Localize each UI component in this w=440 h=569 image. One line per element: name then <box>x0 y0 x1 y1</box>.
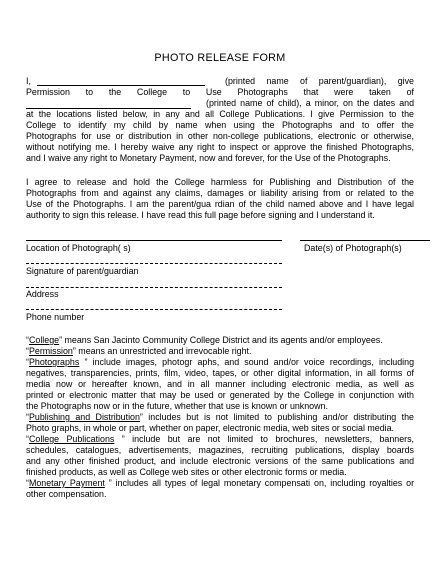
def-publishing: “Publishing and Distribution” includes but is not limited to publishing and/or distributing the <box>26 412 414 422</box>
agree-line-1: I agree to release and hold the College harmless for Publishing and Distribution of the <box>26 177 414 187</box>
def-photographs-cont-1: negatives, transparencies, prints, film, video, tapes, or other digital information, in all forms of <box>26 368 414 378</box>
dates-line[interactable] <box>300 240 430 241</box>
def-photographs-cont-2: media now or hereafter known, and in all manner including electronic media, as well as <box>26 379 414 389</box>
intro-line-4: at the locations listed below, in any and all College Publications. I give Permission to the <box>26 109 414 119</box>
agree-line-2: Photographs from and against any claims, damages or liability arising from or related to the <box>26 188 414 198</box>
page-title: PHOTO RELEASE FORM <box>154 52 286 64</box>
location-label: Location of Photograph( s) <box>26 243 131 253</box>
def-college: “College” means San Jacinto Community College District and its agents and/or employees. <box>26 335 383 345</box>
parent-name-blank[interactable] <box>37 85 205 86</box>
intro-line-3: (printed name of child), a minor, on the dates and <box>206 98 414 108</box>
def-permission: “Permission” means an unrestricted and irrevocable right. <box>26 346 252 356</box>
intro-line-1-rest: (printed name of parent/guardian), give <box>225 76 414 86</box>
address-label: Address <box>26 289 59 299</box>
location-line[interactable] <box>26 240 282 241</box>
def-term: Photographs <box>28 357 80 367</box>
address-line[interactable] <box>26 287 282 288</box>
agree-line-3: Use of the Photographs. I am the parent/gua rdian of the child named above and I have legal <box>26 199 414 209</box>
def-college-publications: “College Publications ” include but are not limited to brochures, newsletters, banners, <box>26 434 415 444</box>
signature-label: Signature of parent/guardian <box>26 266 139 276</box>
intro-line-7: without notifying me. I hereby waive any right to inspect or approve the finished Photographs, <box>26 142 414 152</box>
signature-line[interactable] <box>26 263 282 264</box>
def-college-publications-cont-3: finished products, as well as College web sites or other electronic forms or media. <box>26 467 347 477</box>
intro-line-2: Permission to the College to Use Photographs that were taken of <box>26 87 414 97</box>
phone-label: Phone number <box>26 312 85 322</box>
intro-line-5: College to identify my child by name when using the Photographs and to offer the <box>26 120 414 130</box>
def-term: Permission <box>28 346 73 356</box>
intro-line-6: Photographs for use or distribution in other non-college publications, electronic or otherwise, <box>26 131 414 141</box>
def-term: Monetary Payment <box>28 478 105 488</box>
def-term: College Publications <box>28 434 115 444</box>
agree-line-4: authority to sign this release. I have read this full page before signing and I understand it. <box>26 210 375 220</box>
def-college-publications-cont-1: schedules, catalogues, advertisements, magazines, recruiting publications, display boards <box>26 445 414 455</box>
def-term: Publishing and Distribution <box>28 412 140 422</box>
def-publishing-cont: Photo graphs, in whole or part, whether on paper, electronic media, web sites or social media. <box>26 423 395 433</box>
phone-line[interactable] <box>26 309 282 310</box>
def-photographs: “Photographs ” include images, photogr aphs, and sound and/or voice recordings, including <box>26 357 415 367</box>
def-monetary-payment: “Monetary Payment ” includes all types of legal monetary compensati on, including royalties or <box>26 478 415 488</box>
dates-label: Date(s) of Photograph(s) <box>304 243 402 253</box>
def-photographs-cont-3: printed or electronic matter that may be used or generated by the College in conjunction with <box>26 390 414 400</box>
def-college-publications-cont-2: and any other finished product, and include electronic versions of the same publications and <box>26 456 414 466</box>
intro-line-8: and I waive any right to Monetary Payment, now and forever, for the Use of the Photographs. <box>26 153 391 163</box>
intro-i: I, <box>26 76 31 86</box>
def-photographs-cont-4: the Photographs now or in the future, whether that use is known or unknown. <box>26 401 328 411</box>
def-term: College <box>28 335 60 345</box>
def-monetary-payment-cont: other compensation. <box>26 489 107 499</box>
